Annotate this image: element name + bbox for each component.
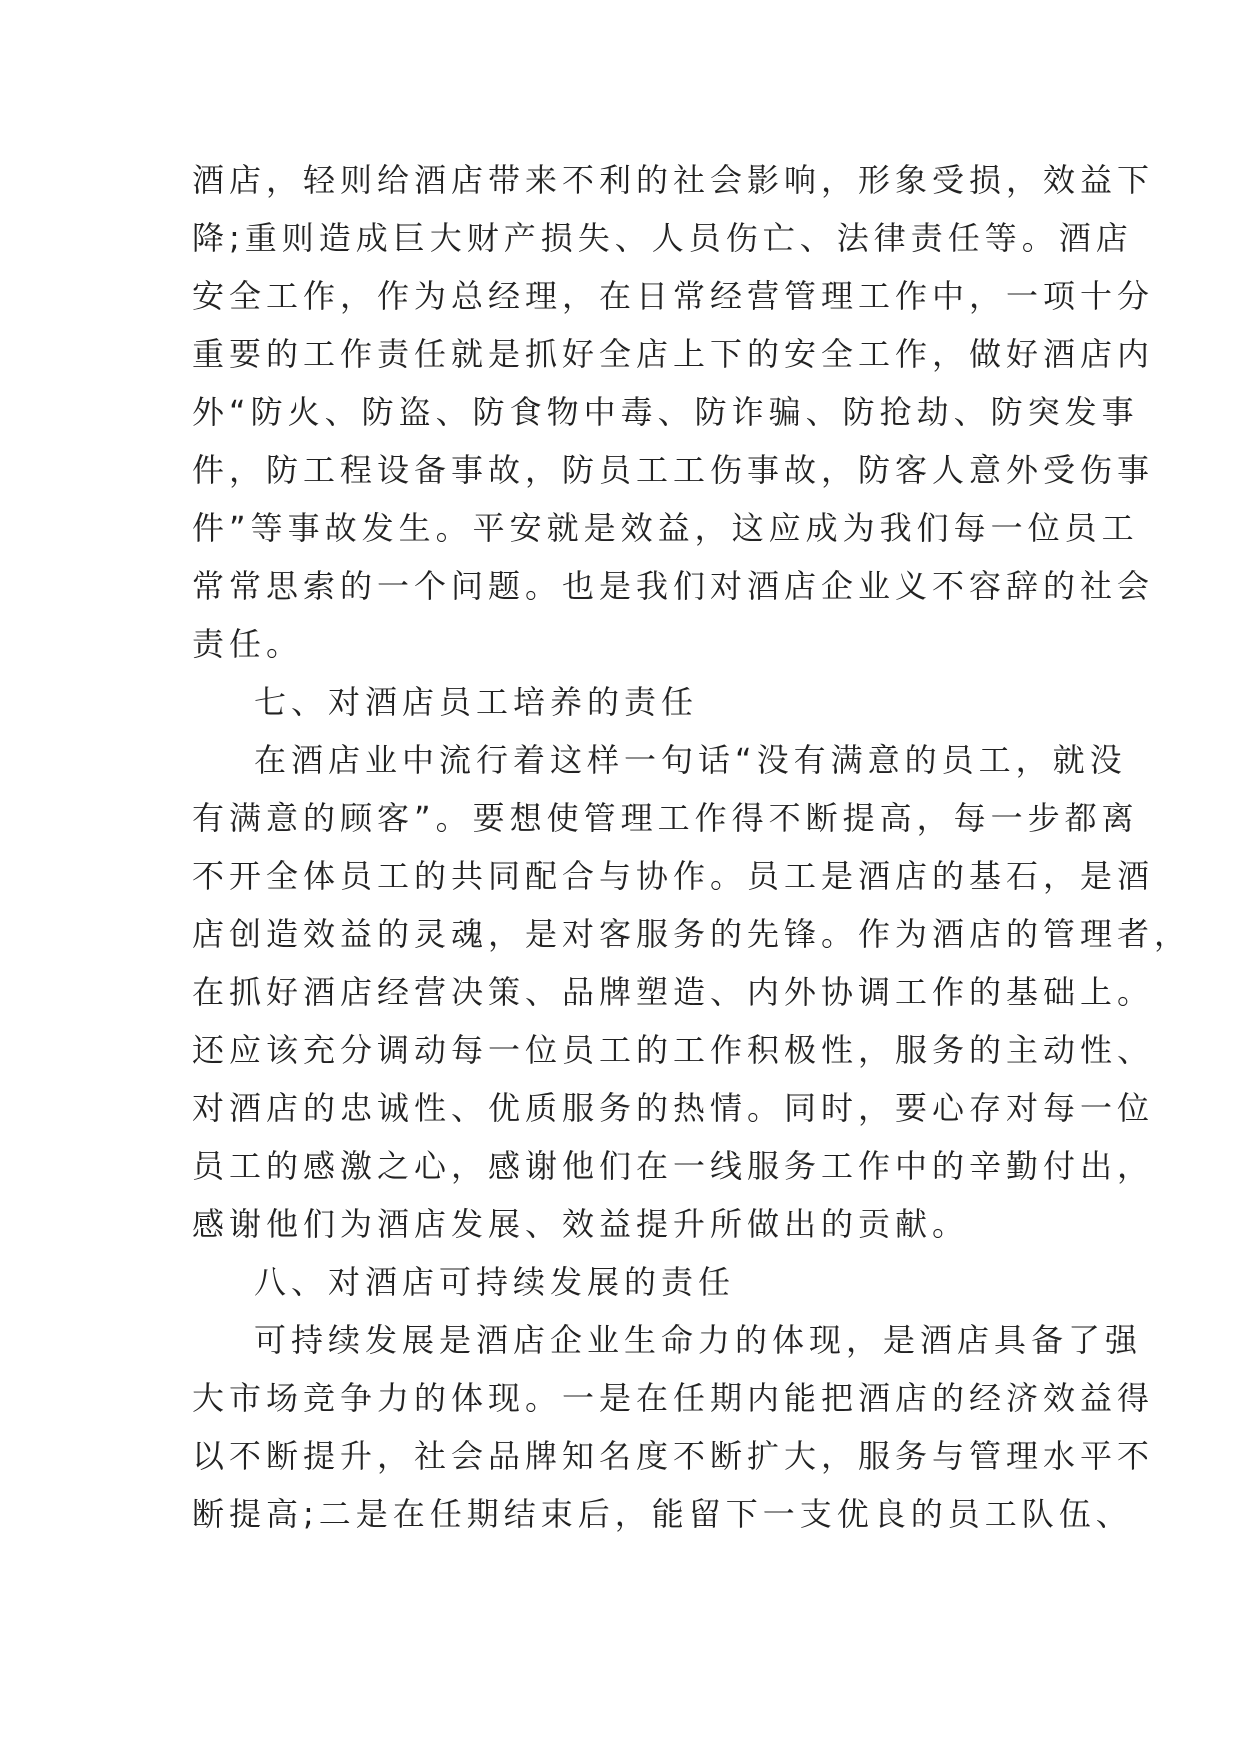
text-line: 酒店，轻则给酒店带来不利的社会影响，形象受损，效益下: [192, 161, 1155, 199]
text-line: 安全工作，作为总经理，在日常经营管理工作中，一项十分: [192, 277, 1155, 315]
text-line: 件”等事故发生。平安就是效益，这应成为我们每一位员工: [192, 509, 1139, 547]
text-line: 在抓好酒店经营决策、品牌塑造、内外协调工作的基础上。: [192, 973, 1155, 1011]
paragraph-first-line: 可持续发展是酒店企业生命力的体现，是酒店具备了强: [254, 1321, 1143, 1359]
text-line: 责任。: [192, 625, 304, 663]
section-heading-7: 七、对酒店员工培养的责任: [254, 683, 699, 721]
text-line: 店创造效益的灵魂，是对客服务的先锋。作为酒店的管理者，: [192, 915, 1192, 953]
text-line: 大市场竞争力的体现。一是在任期内能把酒店的经济效益得: [192, 1379, 1155, 1417]
text-line: 对酒店的忠诚性、优质服务的热情。同时，要心存对每一位: [192, 1089, 1155, 1127]
section-heading-8: 八、对酒店可持续发展的责任: [254, 1263, 736, 1301]
text-line: 还应该充分调动每一位员工的工作积极性，服务的主动性、: [192, 1031, 1155, 1069]
text-line: 员工的感激之心，感谢他们在一线服务工作中的辛勤付出，: [192, 1147, 1155, 1185]
text-line: 感谢他们为酒店发展、效益提升所做出的贡献。: [192, 1205, 970, 1243]
text-line: 降;重则造成巨大财产损失、人员伤亡、法律责任等。酒店: [192, 219, 1133, 257]
text-line: 以不断提升，社会品牌知名度不断扩大，服务与管理水平不: [192, 1437, 1155, 1475]
text-line: 外“防火、防盗、防食物中毒、防诈骗、防抢劫、防突发事: [192, 393, 1139, 431]
text-line: 有满意的顾客”。要想使管理工作得不断提高，每一步都离: [192, 799, 1139, 837]
text-line: 断提高;二是在任期结束后，能留下一支优良的员工队伍、: [192, 1495, 1133, 1533]
text-line: 常常思索的一个问题。也是我们对酒店企业义不容辞的社会: [192, 567, 1155, 605]
text-line: 不开全体员工的共同配合与协作。员工是酒店的基石，是酒: [192, 857, 1155, 895]
text-line: 重要的工作责任就是抓好全店上下的安全工作，做好酒店内: [192, 335, 1155, 373]
text-line: 件，防工程设备事故，防员工工伤事故，防客人意外受伤事: [192, 451, 1155, 489]
paragraph-first-line: 在酒店业中流行着这样一句话“没有满意的员工，就没: [254, 741, 1127, 779]
